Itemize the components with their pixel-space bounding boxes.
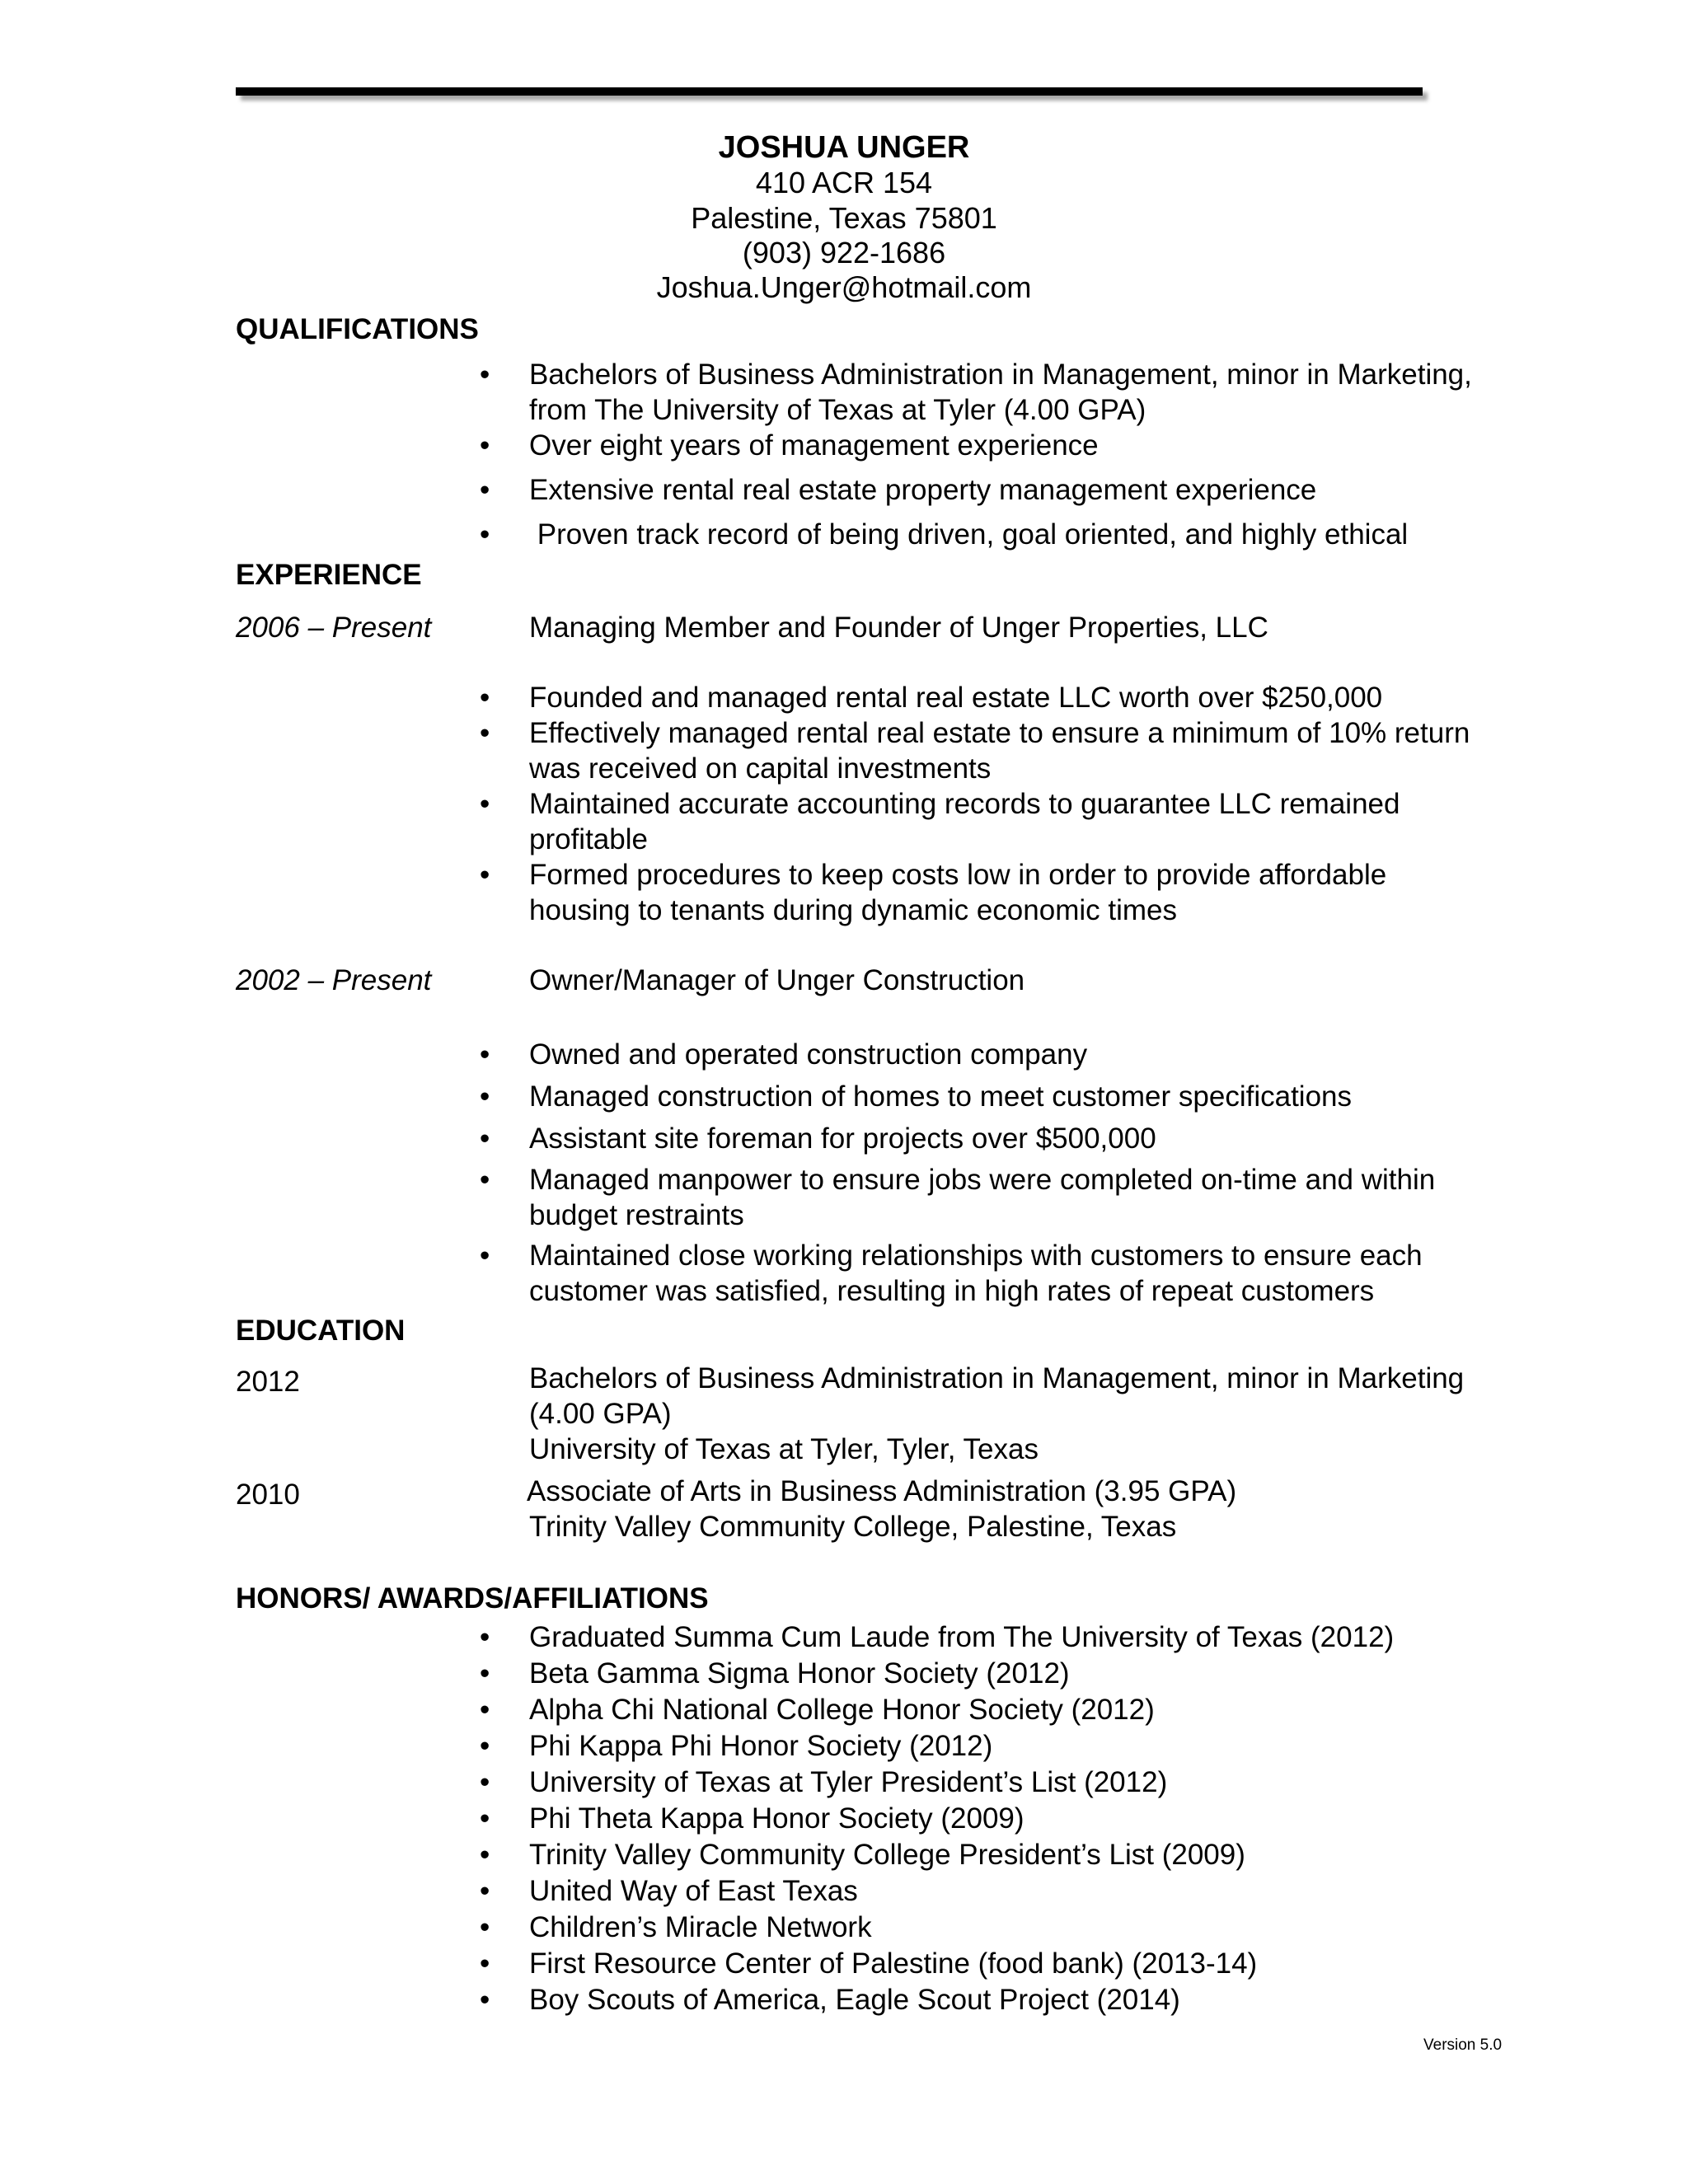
bullet-icon: • (480, 1122, 490, 1155)
list-item-line: Over eight years of management experience (529, 429, 1099, 462)
job-role: Owner/Manager of Unger Construction (529, 964, 1025, 996)
bullet-icon: • (480, 1911, 490, 1943)
bullet-icon: • (480, 1240, 490, 1272)
bullet-icon: • (480, 1038, 490, 1071)
education-line: (4.00 GPA) (529, 1398, 672, 1430)
bullet-icon: • (480, 1802, 490, 1835)
version-label: Version 5.0 (1423, 2036, 1503, 2054)
list-item-line: First Resource Center of Palestine (food bank) (2013-14) (529, 1947, 1258, 1980)
list-item-line: housing to tenants during dynamic economic times (529, 894, 1177, 926)
bullet-icon: • (480, 1875, 490, 1907)
phone-number: (903) 922-1686 (742, 236, 946, 269)
bullet-icon: • (480, 1730, 490, 1762)
list-item-line: Maintained close working relationships with customers to ensure each (529, 1240, 1423, 1272)
list-item-line: Beta Gamma Sigma Honor Society (2012) (529, 1657, 1070, 1690)
education-line: Associate of Arts in Business Administration (3.95 GPA) (527, 1475, 1237, 1507)
list-item-line: Graduated Summa Cum Laude from The University of Texas (2012) (529, 1621, 1395, 1653)
bullet-icon: • (480, 1621, 490, 1653)
bullet-icon: • (480, 1657, 490, 1690)
list-item-line: Trinity Valley Community College President’s List (2009) (529, 1839, 1245, 1871)
list-item-line: Assistant site foreman for projects over $500,000 (529, 1122, 1156, 1155)
list-item-line: Alpha Chi National College Honor Society (2012) (529, 1694, 1155, 1726)
list-item-line: customer was satisfied, resulting in high rates of repeat customers (529, 1275, 1375, 1307)
list-item-line: Maintained accurate accounting records to guarantee LLC remained (529, 788, 1400, 820)
list-item-line: Formed procedures to keep costs low in order to provide affordable (529, 859, 1387, 891)
bullet-icon: • (480, 717, 490, 749)
bullet-icon: • (480, 474, 490, 506)
section-qualifications: QUALIFICATIONS (236, 313, 479, 345)
bullet-icon: • (480, 518, 490, 551)
email-address: Joshua.Unger@hotmail.com (656, 270, 1032, 304)
bullet-icon: • (480, 788, 490, 820)
bullet-icon: • (480, 859, 490, 891)
list-item-line: from The University of Texas at Tyler (4.00 GPA) (529, 394, 1146, 426)
list-item-line: Proven track record of being driven, goal oriented, and highly ethical (529, 518, 1409, 551)
bullet-icon: • (480, 1080, 490, 1113)
bullet-icon: • (480, 359, 490, 391)
bullet-icon: • (480, 429, 490, 462)
job-dates: 2002 – Present (236, 964, 432, 996)
resume-name: JOSHUA UNGER (718, 130, 970, 165)
education-line: Trinity Valley Community College, Palestine, Texas (529, 1511, 1177, 1543)
education-year: 2012 (236, 1366, 300, 1398)
bullet-icon: • (480, 682, 490, 714)
education-year: 2010 (236, 1479, 300, 1511)
list-item-line: Effectively managed rental real estate to ensure a minimum of 10% return (529, 717, 1470, 749)
section-education: EDUCATION (236, 1315, 406, 1347)
list-item-line: Founded and managed rental real estate LLC worth over $250,000 (529, 682, 1383, 714)
bullet-icon: • (480, 1947, 490, 1980)
list-item-line: University of Texas at Tyler President’s List (2012) (529, 1766, 1168, 1798)
list-item-line: United Way of East Texas (529, 1875, 858, 1907)
list-item-line: Managed construction of homes to meet customer specifications (529, 1080, 1352, 1113)
bullet-icon: • (480, 1984, 490, 2016)
bullet-icon: • (480, 1839, 490, 1871)
address-line-1: 410 ACR 154 (755, 166, 933, 199)
education-line: University of Texas at Tyler, Tyler, Texas (529, 1433, 1039, 1465)
list-item-line: was received on capital investments (529, 752, 992, 785)
header-rule (236, 87, 1423, 96)
section-honors: HONORS/ AWARDS/AFFILIATIONS (236, 1582, 709, 1615)
list-item-line: Extensive rental real estate property management experience (529, 474, 1317, 506)
section-experience: EXPERIENCE (236, 559, 422, 591)
list-item-line: Children’s Miracle Network (529, 1911, 872, 1943)
bullet-icon: • (480, 1766, 490, 1798)
list-item-line: Phi Kappa Phi Honor Society (2012) (529, 1730, 993, 1762)
job-role: Managing Member and Founder of Unger Properties, LLC (529, 612, 1268, 644)
list-item-line: budget restraints (529, 1199, 744, 1231)
list-item-line: Bachelors of Business Administration in Management, minor in Marketing, (529, 359, 1472, 391)
address-line-2: Palestine, Texas 75801 (691, 201, 997, 235)
job-dates: 2006 – Present (236, 612, 432, 644)
bullet-icon: • (480, 1694, 490, 1726)
education-line: Bachelors of Business Administration in Management, minor in Marketing (529, 1362, 1465, 1394)
list-item-line: Phi Theta Kappa Honor Society (2009) (529, 1802, 1025, 1835)
bullet-icon: • (480, 1164, 490, 1196)
list-item-line: Managed manpower to ensure jobs were completed on-time and within (529, 1164, 1436, 1196)
list-item-line: profitable (529, 823, 648, 855)
list-item-line: Owned and operated construction company (529, 1038, 1088, 1071)
list-item-line: Boy Scouts of America, Eagle Scout Project (2014) (529, 1984, 1180, 2016)
